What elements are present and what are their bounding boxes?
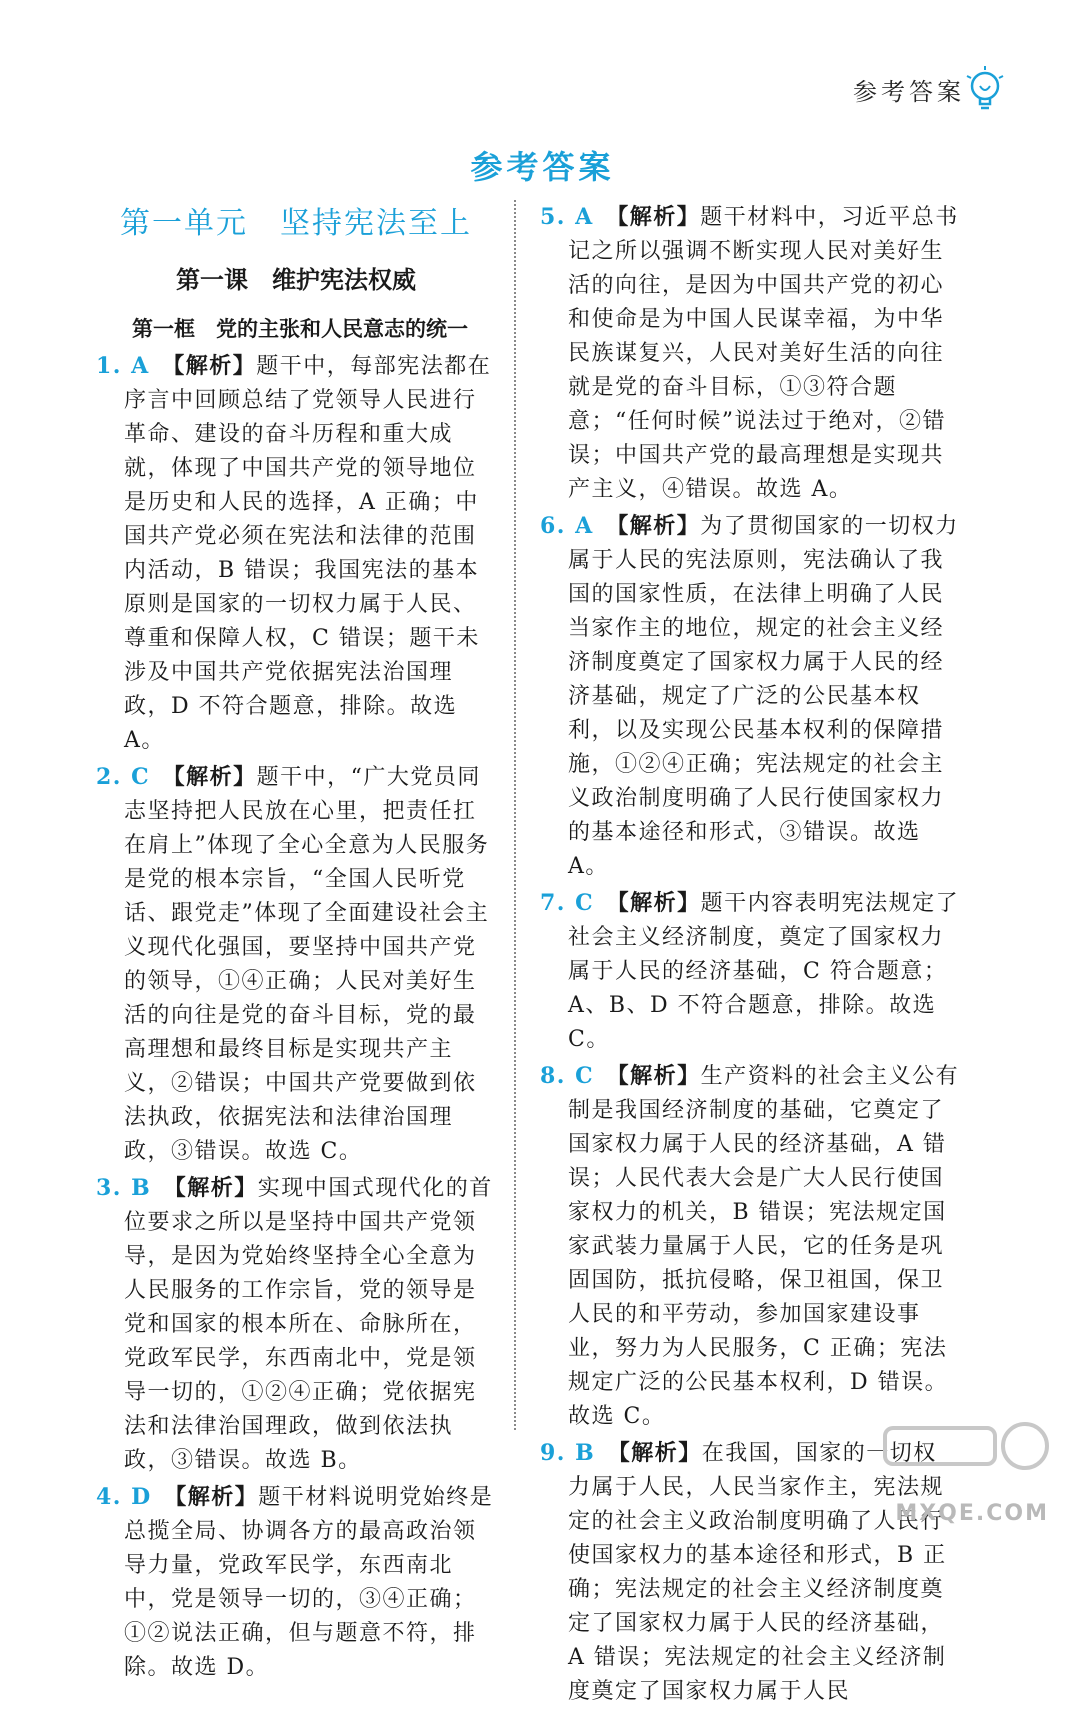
frame-title: 第一框 党的主张和人民意志的统一 — [132, 317, 468, 341]
answer-text: 题干中，每部宪法都在序言中回顾总结了党领导人民进行革命、建设的奋斗历程和重大成就，体现了中国共产党的领导地位是历史和人民的选择，A 正确；中国共产党必须在宪法和法律的范围内活动，B 错误；我国宪法的基本原则是国家的一切权力属于人民、尊重和保障人权，C 错误；题干未涉及中国共产党依据宪法治国理政，D 不符合题意，排除。故选 A。 — [124, 354, 492, 753]
answer-text: 题干材料中，习近平总书记之所以强调不断实现人民对美好生活的向往，是因为中国共产党的初心和使命是为中国人民谋幸福，为中华民族谋复兴，人民对美好生活的向往就是党的奋斗目标，①③符合题意；“任何时候”说法过于绝对，②错误；中国共产党的最高理想是实现共产主义，④错误。故选 A。 — [568, 205, 959, 502]
answer-number: 3. B — [96, 1175, 175, 1201]
analysis-tag: 【解析】 — [174, 1176, 258, 1201]
lightbulb-icon — [965, 66, 1005, 114]
answer-item — [96, 1171, 496, 1478]
analysis-tag: 【解析】 — [617, 891, 701, 916]
analysis-tag: 【解析】 — [617, 205, 701, 230]
column-divider — [514, 200, 516, 1430]
answer-number: 1. A — [96, 353, 174, 379]
answer-number: 5. A — [540, 204, 618, 230]
answer-list-left — [96, 349, 496, 1685]
analysis-tag: 【解析】 — [618, 1441, 702, 1466]
answer-item — [96, 1480, 496, 1685]
answer-item — [96, 760, 496, 1169]
answer-text: 题干材料说明党始终是总揽全局、协调各方的最高政治领导力量，党政军民学，东西南北中，党是领导一切的，③④正确；①②说法正确，但与题意不符，排除。故选 D。 — [124, 1485, 494, 1680]
answer-number: 6. A — [540, 513, 618, 539]
answer-item — [540, 886, 960, 1057]
answer-text: 在我国，国家的一切权力属于人民，人民当家作主，宪法规定的社会主义政治制度明确了人民行使国家权力的基本途径和形式，B 正确；宪法规定的社会主义经济制度奠定了国家权力属于人民的经济基础，A 错误；宪法规定的社会主义经济制度奠定了国家权力属于人民 — [568, 1441, 947, 1704]
answer-item — [540, 200, 960, 507]
watermark-logo — [875, 1416, 1055, 1496]
lesson-title: 第一课 维护宪法权威 — [176, 266, 416, 294]
document-title: 参考答案 — [470, 148, 615, 186]
answer-text: 题干内容表明宪法规定了社会主义经济制度，奠定了国家权力属于人民的经济基础，C 符合题意；A、B、D 不符合题意，排除。故选 C。 — [568, 891, 960, 1052]
answer-item — [540, 1059, 960, 1434]
analysis-tag: 【解析】 — [175, 1485, 259, 1510]
answer-number: 8. C — [540, 1063, 618, 1089]
answer-number: 4. D — [96, 1484, 176, 1510]
answer-number: 9. B — [540, 1440, 619, 1466]
answer-text: 实现中国式现代化的首位要求之所以是坚持中国共产党领导，是因为党始终坚持全心全意为人民服务的工作宗旨，党的领导是党和国家的根本所在、命脉所在，党政军民学，东西南北中，党是领导一切的，①②④正确；党依据宪法和法律治国理政，做到依法执政，③错误。故选 B。 — [124, 1176, 493, 1473]
analysis-tag: 【解析】 — [173, 354, 257, 379]
page-header-label: 参考答案 — [853, 78, 965, 106]
watermark-text: MXQE.COM — [895, 1501, 1049, 1526]
answer-item — [540, 509, 960, 884]
answer-number: 2. C — [96, 764, 174, 790]
analysis-tag: 【解析】 — [617, 514, 701, 539]
analysis-tag: 【解析】 — [173, 765, 257, 790]
left-column — [96, 196, 496, 1687]
answer-item — [96, 349, 496, 758]
answer-text: 题干中，“广大党员同志坚持把人民放在心里，把责任扛在肩上”体现了全心全意为人民服务是党的根本宗旨，“全国人民听党话、跟党走”体现了全面建设社会主义现代化强国，要坚持中国共产党的领导，①④正确；人民对美好生活的向往是党的奋斗目标，党的最高理想和最终目标是实现共产主义，②错误；中国共产党要做到依法执政，依据宪法和法律治国理政，③错误。故选 C。 — [124, 765, 490, 1164]
answer-text: 生产资料的社会主义公有制是我国经济制度的基础，它奠定了国家权力属于人民的经济基础，A 错误；人民代表大会是广大人民行使国家权力的机关，B 错误；宪法规定国家武装力量属于人民，它的任务是巩固国防，抵抗侵略，保卫祖国，保卫人民的和平劳动，参加国家建设事业，努力为人民服务，C 正确；宪法规定广泛的公民基本权利，D 错误。故选 C。 — [568, 1064, 960, 1429]
unit-title: 第一单元 坚持宪法至上 — [120, 206, 472, 241]
answer-text: 为了贯彻国家的一切权力属于人民的宪法原则，宪法确认了我国的国家性质，在法律上明确了人民当家作主的地位，规定的社会主义经济制度奠定了国家权力属于人民的经济基础，规定了广泛的公民基本权利，以及实现公民基本权利的保障措施，①②④正确；宪法规定的社会主义政治制度明确了人民行使国家权力的基本途径和形式，③错误。故选 A。 — [568, 514, 959, 879]
analysis-tag: 【解析】 — [617, 1064, 701, 1089]
answer-number: 7. C — [540, 890, 618, 916]
